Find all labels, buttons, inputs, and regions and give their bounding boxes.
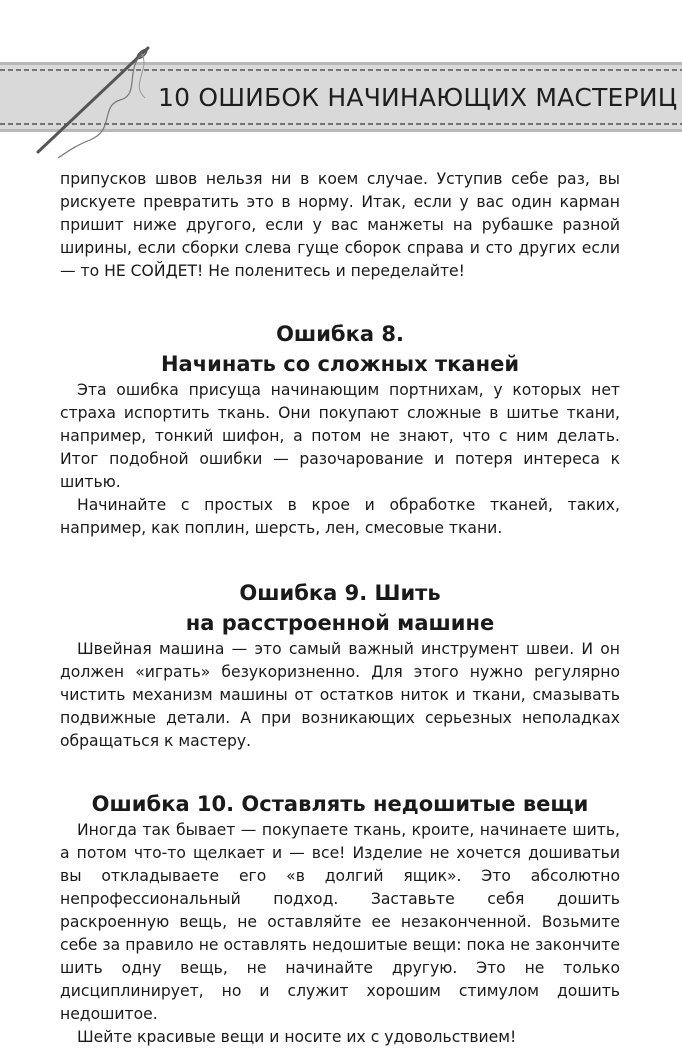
section-9-heading-line1: Ошибка 9. Шить bbox=[239, 581, 441, 605]
section-10-paragraph-1: Иногда так бывает — покупаете ткань, кроите, начинаете шить, а потом что-то щелкает и — все! Изделие не хочется дошиватьи вы откладываете его «в долгий ящик». Это абсолютно непрофессиональный подход. Заставьте себя дошить раскроенную вещь, не оставляйте ее незаконченной. Возьмите себе за правило не оставлять недошитые вещи: пока не закончите шить одну вещь, не начинайте другую. Это не только дисциплинирует, но и служит хорошим стимулом дошить недошитое. bbox=[60, 821, 620, 1023]
intro-paragraph: припусков швов нельзя ни в коем случае. Уступив себе раз, вы рискуете превратить это в норму. Итак, если у вас один карман пришит ниже другого, если у вас манжеты на рубашке разной ширины, если сборки слева гуще сборок справа и сто других если — то НЕ СОЙДЕТ! Не поленитесь и переделайте! bbox=[60, 170, 620, 280]
page-content bbox=[60, 168, 620, 1049]
section-8-heading-line2: Начинать со сложных тканей bbox=[160, 352, 520, 376]
section-8-paragraph-1: Эта ошибка присуща начинающим портнихам, у которых нет страха испортить ткань. Они покупают сложные в шитье ткани, например, тонкий шифон, а потом не знают, что с ним делать. Итог подобной ошибки — разочарование и потеря интереса к шитью. bbox=[60, 381, 620, 491]
section-9-heading-line2: на расстроенной машине bbox=[185, 611, 495, 635]
running-header-title: 10 ОШИБОК НАЧИНАЮЩИХ МАСТЕРИЦ bbox=[158, 83, 678, 112]
section-9-paragraph-1: Швейная машина — это самый важный инструмент швеи. И он должен «играть» безукоризненно. Для этого нужно регулярно чистить механизм машины от остатков ниток и ткани, смазывать подвижные детали. А при возникающих серьезных неполадках обращаться к мастеру. bbox=[60, 640, 620, 750]
section-10-paragraph-2: Шейте красивые вещи и носите их с удовольствием! bbox=[77, 1028, 517, 1046]
section-8-heading-line1: Ошибка 8. bbox=[276, 322, 404, 346]
section-8-paragraph-2: Начинайте с простых в крое и обработке тканей, таких, например, как поплин, шерсть, лен, смесовые ткани. bbox=[60, 496, 620, 537]
needle-and-thread-icon bbox=[30, 40, 170, 160]
section-10-heading: Ошибка 10. Оставлять недошитые вещи bbox=[91, 792, 589, 816]
